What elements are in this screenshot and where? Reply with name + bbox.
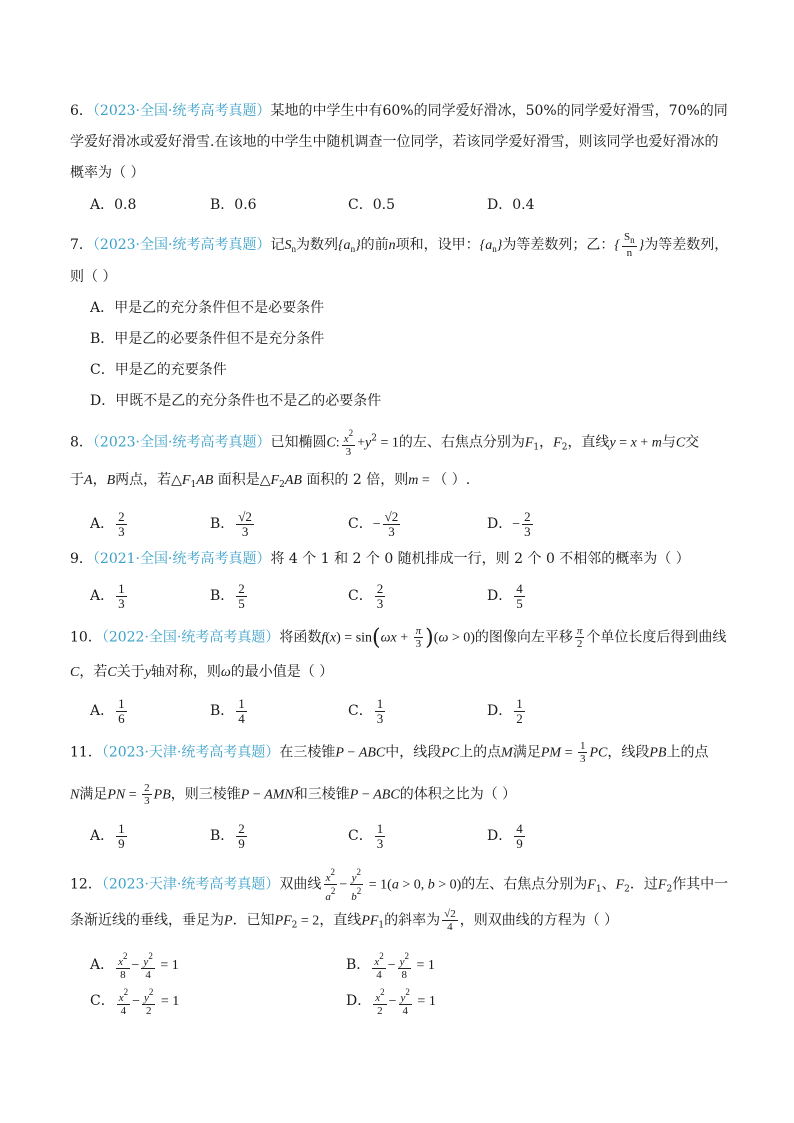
q8-source: （2023·全国·统考高考真题） (92, 434, 271, 451)
q6-options (90, 190, 734, 220)
q12-line1: 12．（2023·天津·统考高考真题）双曲线 $\frac{x^2}{a^2}$ − $\frac{y^2}{b^2}$ = 1(a > 0, b > 0)的左、右焦点分别为$F_1$、$F_2$．过$F_2$作其中一 (70, 867, 729, 903)
q6-option-c[interactable]: C．0.5 (348, 197, 395, 213)
q12-source: （2023·天津·统考高考真题） (101, 876, 280, 893)
q12-number: 12． (70, 876, 102, 893)
q12-line2: 条渐近线的垂线，垂足为P．已知$PF_2 = 2$，直线$PF_1$的斜率为 $\frac{√2}{4}$ ，则双曲线的方程为（ ） (70, 908, 619, 933)
q10-source: （2022·全国·统考高考真题） (101, 629, 280, 646)
q6-option-a[interactable]: A．0.8 (90, 197, 137, 213)
q9-options (90, 578, 734, 614)
q8-line2: 于A，B两点，若$\triangle F_1AB$ 面积是$\triangle F_2AB$ 面积的 2 倍，则m = （ ）. (70, 472, 471, 490)
q6-text-line2: 学爱好滑冰或爱好滑雪.在该地的中学生中随机调查一位同学，若该同学爱好滑雪，则该同学也爱好滑冰的 (70, 134, 719, 150)
q10-number: 10． (70, 629, 102, 646)
q10-option-d[interactable]: D． $\frac{1}{2}$ (487, 695, 523, 726)
q11-options (90, 818, 734, 854)
q9-option-a[interactable]: A． $\frac{1}{3}$ (90, 580, 125, 611)
q7-option-d[interactable]: D．甲既不是乙的充分条件也不是乙的必要条件 (90, 393, 382, 409)
q9-option-d[interactable]: D． $\frac{4}{5}$ (487, 580, 523, 611)
q8-option-d[interactable]: D．− $\frac{2}{3}$ (487, 508, 531, 539)
q7-option-b[interactable]: B．甲是乙的必要条件但不是充分条件 (90, 331, 325, 347)
q9-number: 9． (70, 551, 93, 567)
q10-line2: C，若C关于y轴对称，则ω的最小值是（ ） (70, 664, 334, 680)
q9-option-b[interactable]: B． $\frac{2}{5}$ (210, 580, 245, 611)
q10-option-c[interactable]: C． $\frac{1}{3}$ (348, 695, 384, 726)
q7-fraction-sn-over-n: $\frac{S_n}{n}$ (624, 231, 635, 259)
q7-source: （2023·全国·统考高考真题） (92, 237, 271, 253)
q8-option-b[interactable]: B． $\frac{√2}{3}$ (210, 508, 252, 539)
q11-source: （2023·天津·统考高考真题） (101, 744, 280, 761)
q11-option-a[interactable]: A． $\frac{1}{9}$ (90, 820, 125, 851)
q6-text-line3: 概率为（ ） (70, 165, 145, 181)
q7-option-c[interactable]: C．甲是乙的充要条件 (90, 362, 227, 378)
q6-line2 (70, 131, 734, 153)
q12-option-c[interactable]: C． $\frac{x^2}{4}$ − $\frac{y^2}{2}$ = 1 (90, 986, 180, 1017)
q8-options (90, 506, 734, 542)
q10-option-a[interactable]: A． $\frac{1}{6}$ (90, 695, 125, 726)
q6-text-line1: 某地的中学生中有60%的同学爱好滑冰，50%的同学爱好滑雪，70%的同 (270, 103, 728, 119)
q6-option-d[interactable]: D．0.4 (487, 197, 535, 213)
q10-options (90, 693, 734, 729)
q10-line1: 10．（2022·全国·统考高考真题）将函数f(x) = sin(ωx + $\frac{\pi}{3}$ )(ω > 0)的图像向左平移 $\frac{\pi}{2}$ 个单位长度后得到曲线 (70, 625, 727, 651)
q11-line2: N满足PN = $\frac{2}{3}$ PB，则三棱锥P − AMN和三棱锥P − ABC的体积之比为（ ） (70, 782, 517, 807)
q9-source: （2021·全国·统考高考真题） (92, 551, 271, 567)
q6-number: 6． (70, 103, 93, 119)
q6-line1 (70, 100, 734, 122)
q8-number: 8． (70, 434, 93, 451)
q6-source: （2023·全国·统考高考真题） (92, 103, 271, 119)
q9-option-c[interactable]: C． $\frac{2}{3}$ (348, 580, 384, 611)
q11-option-b[interactable]: B． $\frac{2}{9}$ (210, 820, 245, 851)
q7-number: 7． (70, 237, 93, 253)
q12-option-a[interactable]: A． $\frac{x^2}{8}$ − $\frac{y^2}{4}$ = 1 (90, 950, 179, 981)
q11-option-c[interactable]: C． $\frac{1}{3}$ (348, 820, 384, 851)
q9-line1: 9．（2021·全国·统考高考真题）将 4 个 1 和 2 个 0 随机排成一行，则 2 个 0 不相邻的概率为（ ） (70, 551, 690, 567)
q12-option-d[interactable]: D． $\frac{x^2}{2}$ − $\frac{y^2}{4}$ = 1 (346, 986, 436, 1017)
q7-line1: 7．（2023·全国·统考高考真题）记$S_n$为数列$\{a_n\}$的前n项和，设甲：$\{a_n\}$为等差数列；乙：{ $\frac{S_n}{n}$ }为等差数列， (70, 231, 729, 259)
q6-option-b[interactable]: B．0.6 (210, 197, 257, 213)
q11-number: 11． (70, 744, 102, 761)
q7-line2: 则（ ） (70, 269, 117, 285)
q11-option-d[interactable]: D． $\frac{4}{9}$ (487, 820, 523, 851)
q10-option-b[interactable]: B． $\frac{1}{4}$ (210, 695, 245, 726)
q6-line3 (70, 162, 734, 184)
q8-option-c[interactable]: C．− $\frac{√2}{3}$ (348, 508, 399, 539)
q8-line1: 8．（2023·全国·统考高考真题）已知椭圆C: $\frac{x^2}{3}$ $+y^2 = 1$的左、右焦点分别为$F_1$，$F_2$，直线y = x + m与C交 (70, 428, 700, 458)
q11-line1: 11．（2023·天津·统考高考真题）在三棱锥P − ABC中，线段PC上的点M满足PM = $\frac{1}{3}$ PC，线段PB上的点 (70, 740, 709, 765)
q8-option-a[interactable]: A． $\frac{2}{3}$ (90, 508, 125, 539)
q12-option-b[interactable]: B． $\frac{x^2}{4}$ − $\frac{y^2}{8}$ = 1 (346, 950, 435, 981)
q7-option-a[interactable]: A．甲是乙的充分条件但不是必要条件 (90, 300, 325, 316)
